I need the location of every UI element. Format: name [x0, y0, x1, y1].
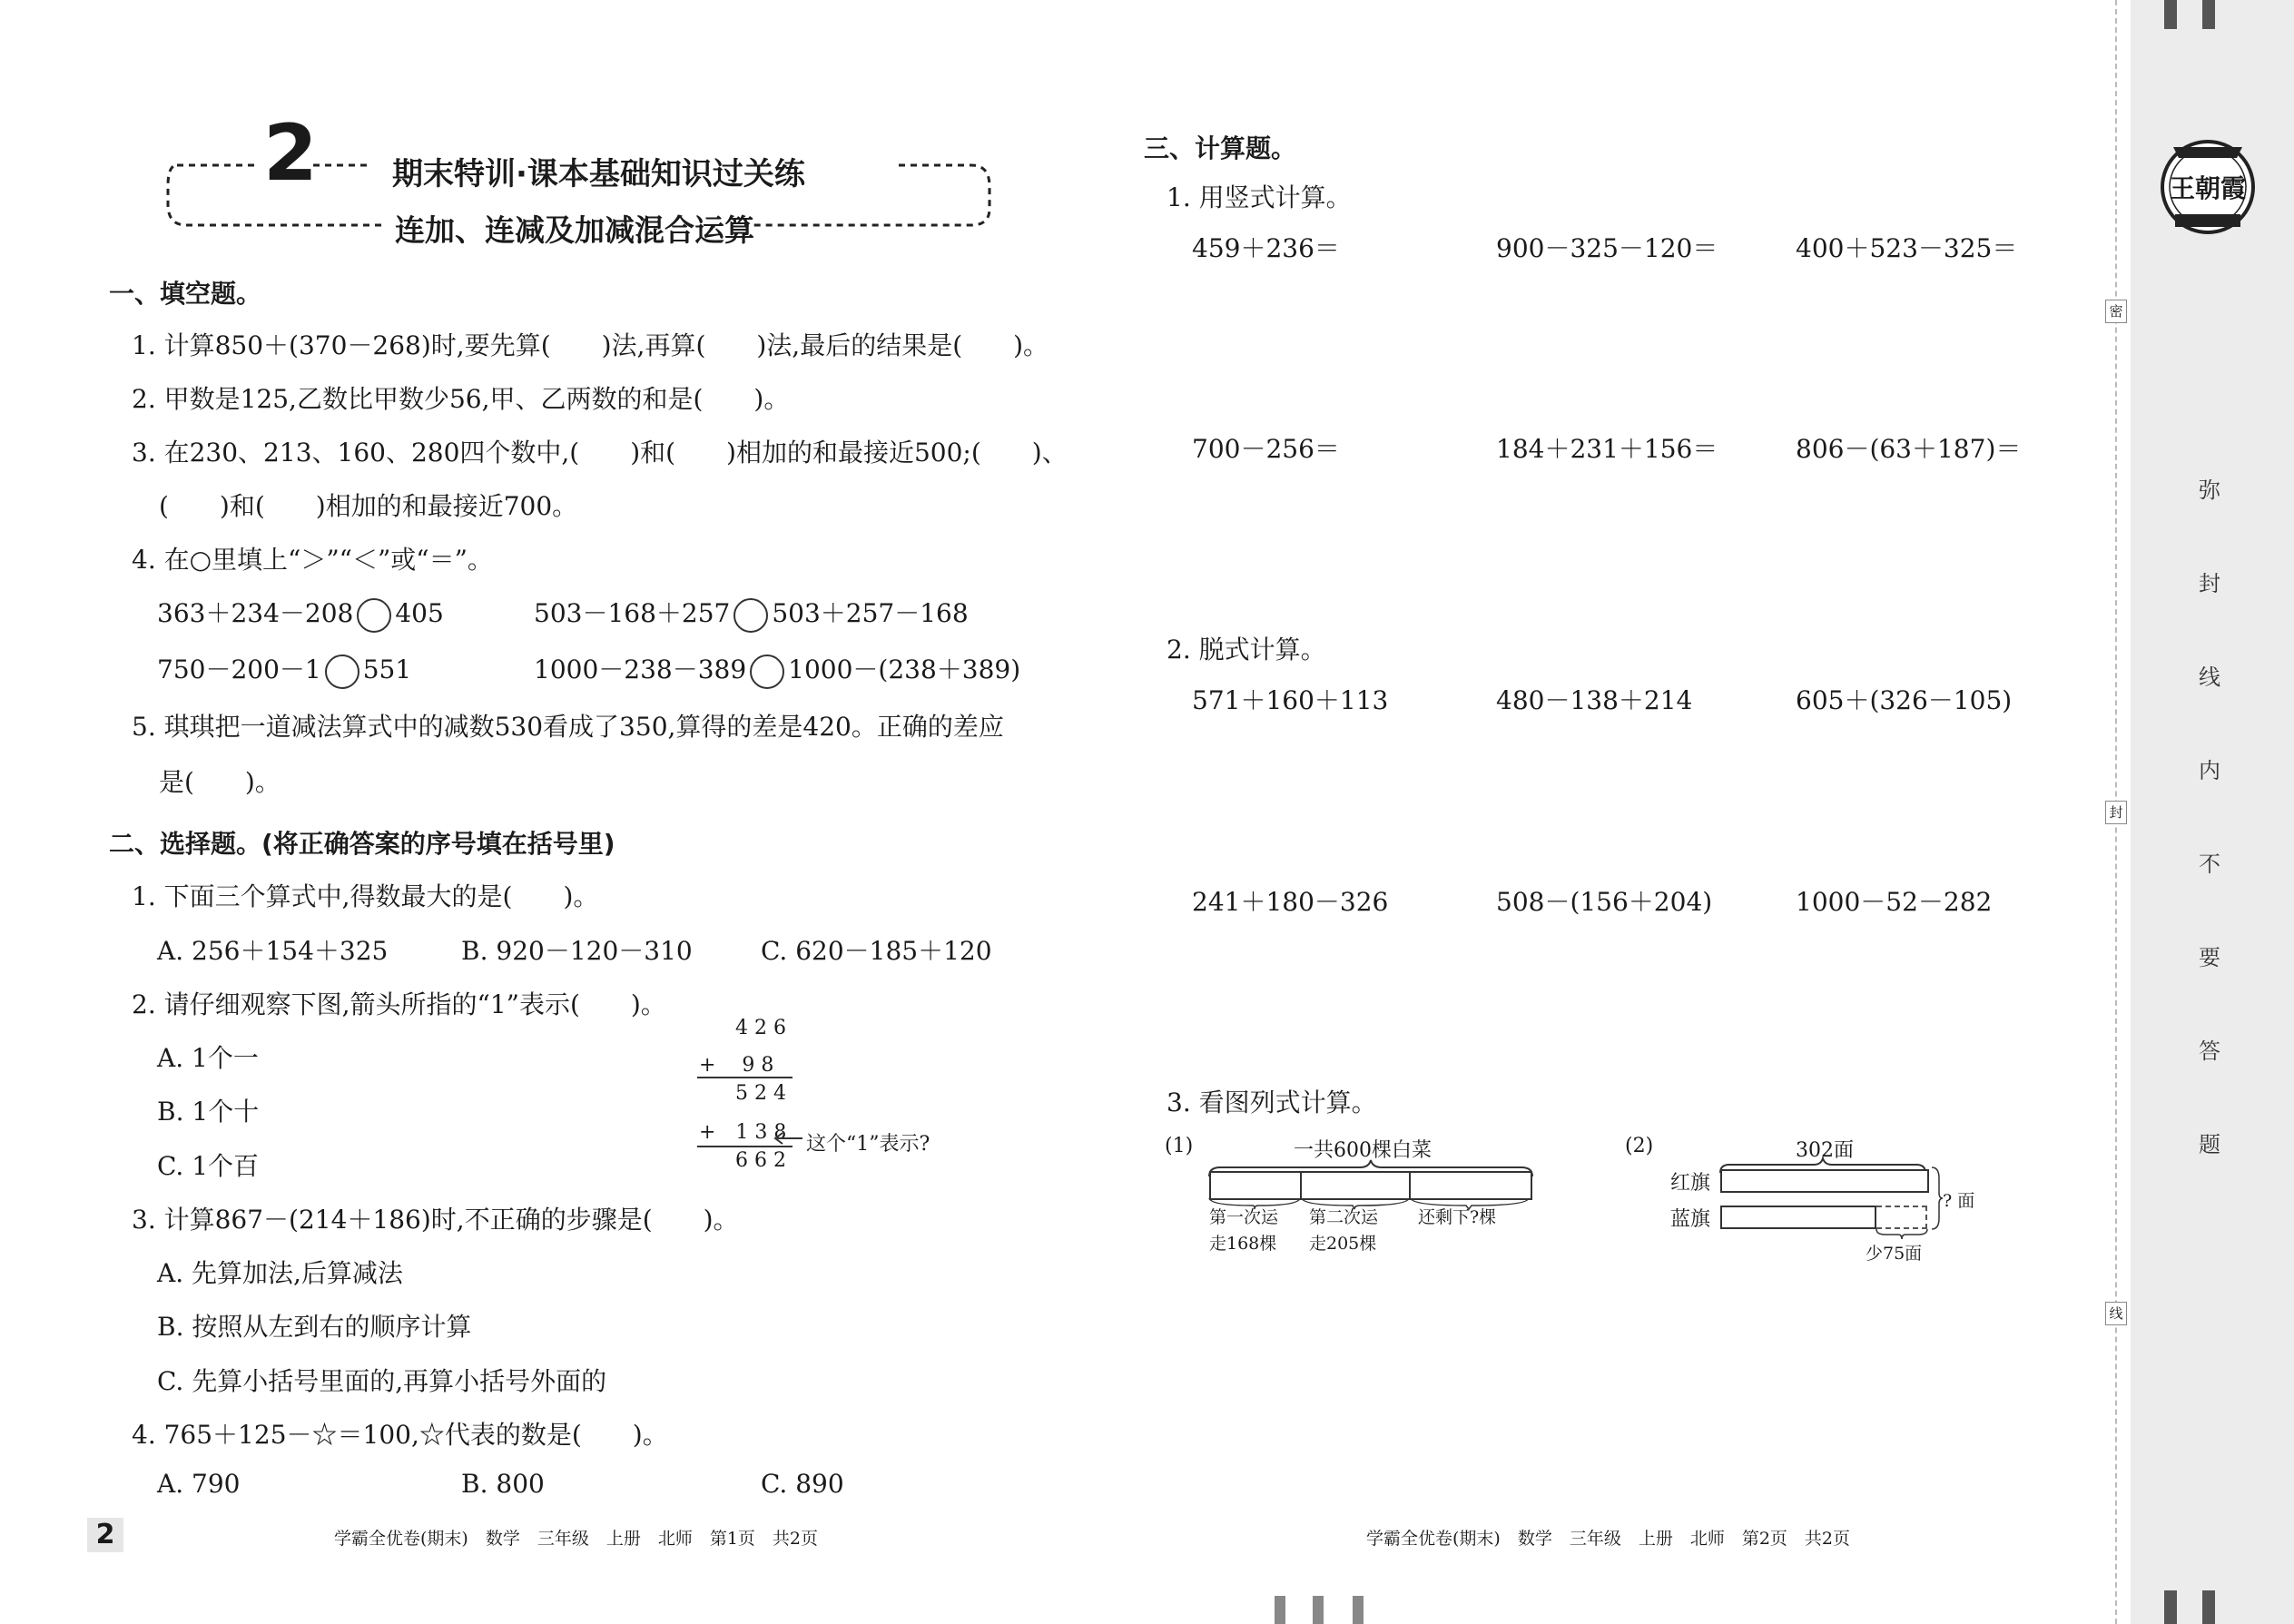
arrow-icon [770, 1118, 806, 1146]
compare-circle[interactable] [750, 655, 784, 689]
diagram1-top: 一共600棵白菜 [1294, 1139, 1432, 1162]
seal-char: 内 [2199, 758, 2220, 783]
brace-bottom-icon [1875, 1227, 1929, 1240]
s2-q3-option-b: B. 按照从左到右的顺序计算 [157, 1312, 472, 1342]
seal-char: 不 [2199, 851, 2220, 877]
s2-q4: 4. 765＋125－☆＝100,☆代表的数是( )。 [132, 1420, 668, 1450]
s2-q1-option-b: B. 920－120－310 [461, 936, 693, 966]
compare-right: 405 [395, 598, 444, 628]
binding-small-label: 封 [2105, 801, 2127, 824]
compare-item-3 [157, 650, 411, 689]
seal-char: 要 [2199, 945, 2220, 970]
calc-item: 459＋236＝ [1192, 233, 1340, 263]
blue-flag-missing [1876, 1206, 1927, 1229]
page-number-badge: 2 [87, 1518, 123, 1552]
seal-char: 线 [2199, 664, 2220, 690]
brand-logo [2157, 134, 2259, 236]
compare-left: 503－168＋257 [534, 598, 731, 628]
register-mark [1275, 1596, 1285, 1624]
s2-q4-option-b: B. 800 [461, 1469, 545, 1499]
blue-flag-bar [1720, 1206, 1876, 1229]
s1-q4: 4. 在○里填上“＞”“＜”或“＝”。 [132, 545, 493, 575]
segment-2-label-a: 第二次运 [1309, 1207, 1379, 1227]
binding-small-label: 密 [2105, 300, 2127, 323]
flags-question: ? 面 [1943, 1191, 1975, 1211]
segment-1-label-b: 走168棵 [1209, 1234, 1277, 1254]
s2-q4-option-a: A. 790 [157, 1469, 241, 1499]
seal-char: 弥 [2199, 477, 2220, 503]
footer-left: 学霸全优卷(期末) 数学 三年级 上册 北师 第1页 共2页 [334, 1529, 819, 1549]
diagram2-top: 302面 [1796, 1139, 1854, 1162]
s2-q1-option-a: A. 256＋154＋325 [157, 936, 389, 966]
section3-heading: 三、计算题。 [1144, 133, 1297, 163]
register-mark [1353, 1596, 1364, 1624]
footer-right: 学霸全优卷(期末) 数学 三年级 上册 北师 第2页 共2页 [1366, 1529, 1851, 1549]
binding-strip [2131, 0, 2294, 1624]
register-mark [2202, 1590, 2215, 1624]
red-flag-bar [1720, 1169, 1929, 1193]
diagram2-label: (2) [1625, 1135, 1654, 1157]
header-subtitle: 连加、连减及加减混合运算 [395, 212, 754, 248]
calc-item: 241＋180－326 [1192, 887, 1389, 917]
s2-q4-option-c: C. 890 [761, 1469, 844, 1499]
seal-char: 答 [2199, 1038, 2220, 1064]
calc-item: 605＋(326－105) [1796, 685, 2013, 715]
compare-right: 551 [362, 655, 412, 684]
s2-q2-option-a: A. 1个一 [157, 1043, 259, 1073]
blue-flag-label: 蓝旗 [1670, 1208, 1711, 1231]
s2-q3: 3. 计算867－(214＋186)时,不正确的步骤是( )。 [132, 1205, 739, 1235]
vertical-note: 这个“1”表示? [806, 1133, 930, 1156]
s1-q2: 2. 甲数是125,乙数比甲数少56,甲、乙两数的和是( )。 [132, 384, 790, 414]
calc-item: 184＋231＋156＝ [1496, 434, 1718, 464]
segment-1-label-a: 第一次运 [1209, 1207, 1279, 1227]
seal-char: 封 [2199, 571, 2220, 596]
s2-q2-option-c: C. 1个百 [157, 1151, 260, 1181]
s3-sub2: 2. 脱式计算。 [1167, 635, 1326, 664]
header-title: 期末特训·课本基础知识过关练 [392, 156, 805, 192]
register-mark [2164, 1590, 2177, 1624]
compare-item-4 [534, 650, 1020, 689]
compare-circle[interactable] [325, 655, 359, 689]
vertical-row-5: 6 6 2 [735, 1149, 786, 1172]
vertical-row-3: 5 2 4 [735, 1082, 786, 1105]
compare-left: 1000－238－389 [534, 655, 747, 684]
s1-q5b: 是( )。 [159, 767, 281, 797]
register-mark [1313, 1596, 1324, 1624]
vertical-rule-2 [697, 1146, 793, 1147]
s1-q3b: ( )和( )相加的和最接近700。 [159, 491, 578, 521]
s3-sub1: 1. 用竖式计算。 [1167, 182, 1352, 212]
vertical-rule-1 [697, 1077, 793, 1078]
calc-item: 571＋160＋113 [1192, 685, 1389, 715]
seal-char: 题 [2199, 1132, 2220, 1157]
register-mark [2164, 0, 2177, 29]
compare-right: 1000－(238＋389) [788, 655, 1021, 684]
calc-item: 400＋523－325＝ [1796, 233, 2018, 263]
calc-item: 900－325－120＝ [1496, 233, 1718, 263]
register-mark [2202, 0, 2215, 29]
s2-q1-option-c: C. 620－185＋120 [761, 936, 992, 966]
segment-3-label: 还剩下?棵 [1418, 1207, 1497, 1227]
red-flag-label: 红旗 [1670, 1172, 1711, 1195]
vertical-row-1: 4 2 6 [735, 1017, 786, 1039]
compare-right: 503＋257－168 [772, 598, 969, 628]
header-number: 2 [263, 108, 318, 199]
vertical-row-4: + 1 3 8 [699, 1121, 787, 1144]
section2-heading: 二、选择题。(将正确答案的序号填在括号里) [109, 829, 615, 859]
binding-small-label: 线 [2105, 1302, 2127, 1325]
calc-item: 700－256＝ [1192, 434, 1340, 464]
s1-q3a: 3. 在230、213、160、280四个数中,( )和( )相加的和最接近500;( )、 [132, 438, 1068, 468]
section1-heading: 一、填空题。 [109, 279, 262, 309]
s2-q3-option-a: A. 先算加法,后算减法 [157, 1258, 403, 1288]
vertical-row-2: + 9 8 [699, 1054, 774, 1077]
s2-q3-option-c: C. 先算小括号里面的,再算小括号外面的 [157, 1366, 607, 1396]
calc-item: 480－138＋214 [1496, 685, 1693, 715]
diagram1-label: (1) [1165, 1135, 1194, 1157]
compare-left: 750－200－1 [157, 655, 321, 684]
calc-item: 1000－52－282 [1796, 887, 1993, 917]
segment-2-label-b: 走205棵 [1309, 1234, 1377, 1254]
s2-q2: 2. 请仔细观察下图,箭头所指的“1”表示( )。 [132, 989, 666, 1019]
compare-circle[interactable] [733, 598, 768, 633]
calc-item: 806－(63＋187)＝ [1796, 434, 2022, 464]
calc-item: 508－(156＋204) [1496, 887, 1713, 917]
s1-q5a: 5. 琪琪把一道减法算式中的减数530看成了350,算得的差是420。正确的差应 [132, 712, 1004, 742]
logo-text: 王朝霞 [2170, 173, 2247, 203]
s2-q2-option-b: B. 1个十 [157, 1097, 260, 1127]
flags-less: 少75面 [1866, 1244, 1923, 1264]
compare-left: 363＋234－208 [157, 598, 354, 628]
compare-item-1 [157, 594, 444, 633]
s3-sub3: 3. 看图列式计算。 [1167, 1088, 1377, 1117]
s2-q1: 1. 下面三个算式中,得数最大的是( )。 [132, 881, 599, 911]
s1-q1: 1. 计算850＋(370－268)时,要先算( )法,再算( )法,最后的结果是( )。 [132, 330, 1049, 360]
compare-circle[interactable] [357, 598, 391, 633]
compare-item-2 [534, 594, 969, 633]
